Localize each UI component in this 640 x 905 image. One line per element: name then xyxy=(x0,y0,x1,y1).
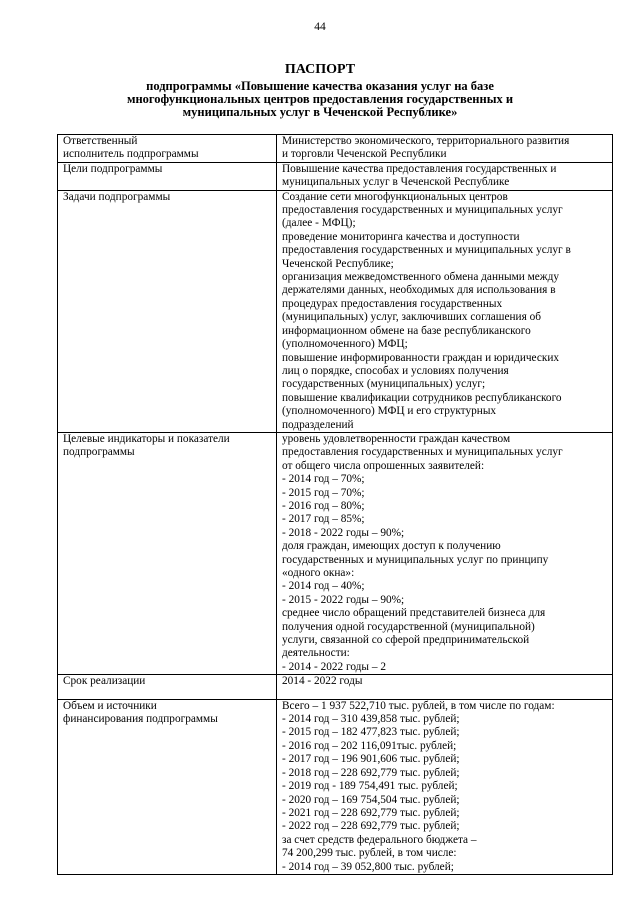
table-row xyxy=(58,190,613,432)
row-label-line: Цели подпрограммы xyxy=(63,162,163,175)
row-value-line: процедурах предоставления государственных xyxy=(282,297,503,310)
page-number: 44 xyxy=(314,21,326,33)
row-value-line: - 2021 год – 228 692,779 тыс. рублей; xyxy=(282,806,460,819)
row-value-line: государственных и муниципальных услуг по принципу xyxy=(282,553,549,566)
row-value-line: организация межведомственного обмена данными между xyxy=(282,271,560,284)
row-label-cell xyxy=(58,699,277,874)
row-label-line: подпрограммы xyxy=(63,446,135,459)
row-value-line: от общего числа опрошенных заявителей: xyxy=(282,459,485,472)
row-label-line: Срок реализации xyxy=(63,675,146,688)
row-label-cell xyxy=(58,135,277,163)
row-value-line: - 2017 год – 196 901,606 тыс. рублей; xyxy=(282,753,460,766)
row-value-line: Министерство экономического, территориального развития xyxy=(282,135,570,147)
row-label-line: финансирования подпрограммы xyxy=(63,713,218,726)
row-value-cell xyxy=(277,135,613,163)
row-value-line: Повышение качества предоставления государственных и xyxy=(282,162,557,175)
row-value-line: - 2018 год – 228 692,779 тыс. рублей; xyxy=(282,766,460,779)
row-label-cell xyxy=(58,432,277,674)
table-row xyxy=(58,162,613,190)
row-label-cell xyxy=(58,675,277,699)
subtitle-line: подпрограммы «Повышение качества оказания услуг на базе xyxy=(146,79,494,93)
row-value-line: государственных (муниципальных) услуг; xyxy=(282,378,486,391)
row-value-line: - 2016 год – 80%; xyxy=(282,499,365,512)
row-value-line: информационном обмене на базе республиканского xyxy=(282,324,531,337)
row-value-line: предоставления государственных и муниципальных услуг xyxy=(282,446,563,459)
row-value-line: - 2015 год – 70%; xyxy=(282,486,365,499)
row-value-line: предоставления государственных и муниципальных услуг xyxy=(282,204,563,217)
passport-table xyxy=(57,134,613,875)
row-value-cell xyxy=(277,699,613,874)
row-label-line: Ответственный xyxy=(63,135,138,147)
row-value-line: (уполномоченного) МФЦ; xyxy=(282,338,408,351)
row-value-line: Создание сети многофункциональных центров xyxy=(282,190,508,203)
row-label-line: Объем и источники xyxy=(63,699,157,712)
row-value-line: - 2015 - 2022 годы – 90%; xyxy=(282,593,405,606)
row-label-cell xyxy=(58,190,277,432)
row-value-line: - 2017 год – 85%; xyxy=(282,513,365,526)
row-value-line: уровень удовлетворенности граждан качеством xyxy=(282,432,511,445)
row-value-line: - 2022 год – 228 692,779 тыс. рублей; xyxy=(282,820,460,833)
row-value-line: услуги, связанной со сферой предпринимательской xyxy=(282,634,530,647)
row-value-line: и торговли Чеченской Республики xyxy=(282,148,447,161)
row-value-line: деятельности: xyxy=(282,647,350,660)
row-value-line: получения одной государственной (муниципальной) xyxy=(282,620,535,633)
row-value-line: - 2014 год – 70%; xyxy=(282,473,365,486)
row-value-line: - 2014 год – 40%; xyxy=(282,580,365,593)
row-value-line: - 2014 - 2022 годы – 2 xyxy=(282,660,386,673)
row-value-line: - 2018 - 2022 годы – 90%; xyxy=(282,526,405,539)
row-value-line: повышение информированности граждан и юридических xyxy=(282,351,560,364)
row-value-line: 2014 - 2022 годы xyxy=(282,675,363,688)
row-value-line: (далее - МФЦ); xyxy=(282,217,356,230)
row-value-line: среднее число обращений представителей бизнеса для xyxy=(282,607,546,620)
row-value-cell xyxy=(277,675,613,699)
document-heading: ПАСПОРТ xyxy=(284,62,356,77)
document-subtitle xyxy=(90,80,550,119)
row-value-line: муниципальных услуг в Чеченской Республике xyxy=(282,176,510,189)
row-value-line: - 2014 год – 39 052,800 тыс. рублей; xyxy=(282,860,454,873)
row-value-line: - 2019 год - 189 754,491 тыс. рублей; xyxy=(282,780,458,793)
subtitle-line: многофункциональных центров предоставления государственных и xyxy=(126,92,514,106)
row-value-line: «одного окна»: xyxy=(282,567,355,579)
row-label-line: исполнитель подпрограммы xyxy=(63,148,199,161)
subtitle-line: муниципальных услуг в Чеченской Республике» xyxy=(182,105,458,119)
row-label-line: Целевые индикаторы и показатели xyxy=(63,432,230,445)
row-value-line: - 2014 год – 310 439,858 тыс. рублей; xyxy=(282,713,460,726)
row-value-line: - 2015 год – 182 477,823 тыс. рублей; xyxy=(282,726,460,739)
row-value-line: 74 200,299 тыс. рублей, в том числе: xyxy=(282,847,457,860)
row-value-line: Всего – 1 937 522,710 тыс. рублей, в том числе по годам: xyxy=(282,699,555,712)
row-value-cell xyxy=(277,162,613,190)
row-value-line: подразделений xyxy=(282,418,354,431)
row-value-line: держателями данных, необходимых для использования в xyxy=(282,284,556,297)
row-label-cell xyxy=(58,162,277,190)
row-value-line: - 2020 год – 169 754,504 тыс. рублей; xyxy=(282,793,460,806)
row-label-line: Задачи подпрограммы xyxy=(63,190,171,203)
row-value-line: лиц о порядке, способах и условиях получения xyxy=(282,364,509,377)
row-value-line: Чеченской Республике; xyxy=(282,257,394,270)
table-row xyxy=(58,699,613,874)
row-value-line: (муниципальных) услуг, заключивших соглашения об xyxy=(282,311,542,324)
table-row xyxy=(58,432,613,674)
row-value-line: проведение мониторинга качества и доступности xyxy=(282,230,520,243)
row-value-cell xyxy=(277,190,613,432)
row-value-cell xyxy=(277,432,613,674)
table-row xyxy=(58,135,613,163)
table-row xyxy=(58,675,613,699)
row-value-line: (уполномоченного) МФЦ и его структурных xyxy=(282,405,497,418)
row-value-line: за счет средств федерального бюджета – xyxy=(282,833,477,846)
row-value-line: - 2016 год – 202 116,091тыс. рублей; xyxy=(282,739,457,752)
row-value-line: доля граждан, имеющих доступ к получению xyxy=(282,540,501,553)
row-value-line: повышение квалификации сотрудников республиканского xyxy=(282,391,562,404)
row-value-line: предоставления государственных и муниципальных услуг в xyxy=(282,244,571,257)
